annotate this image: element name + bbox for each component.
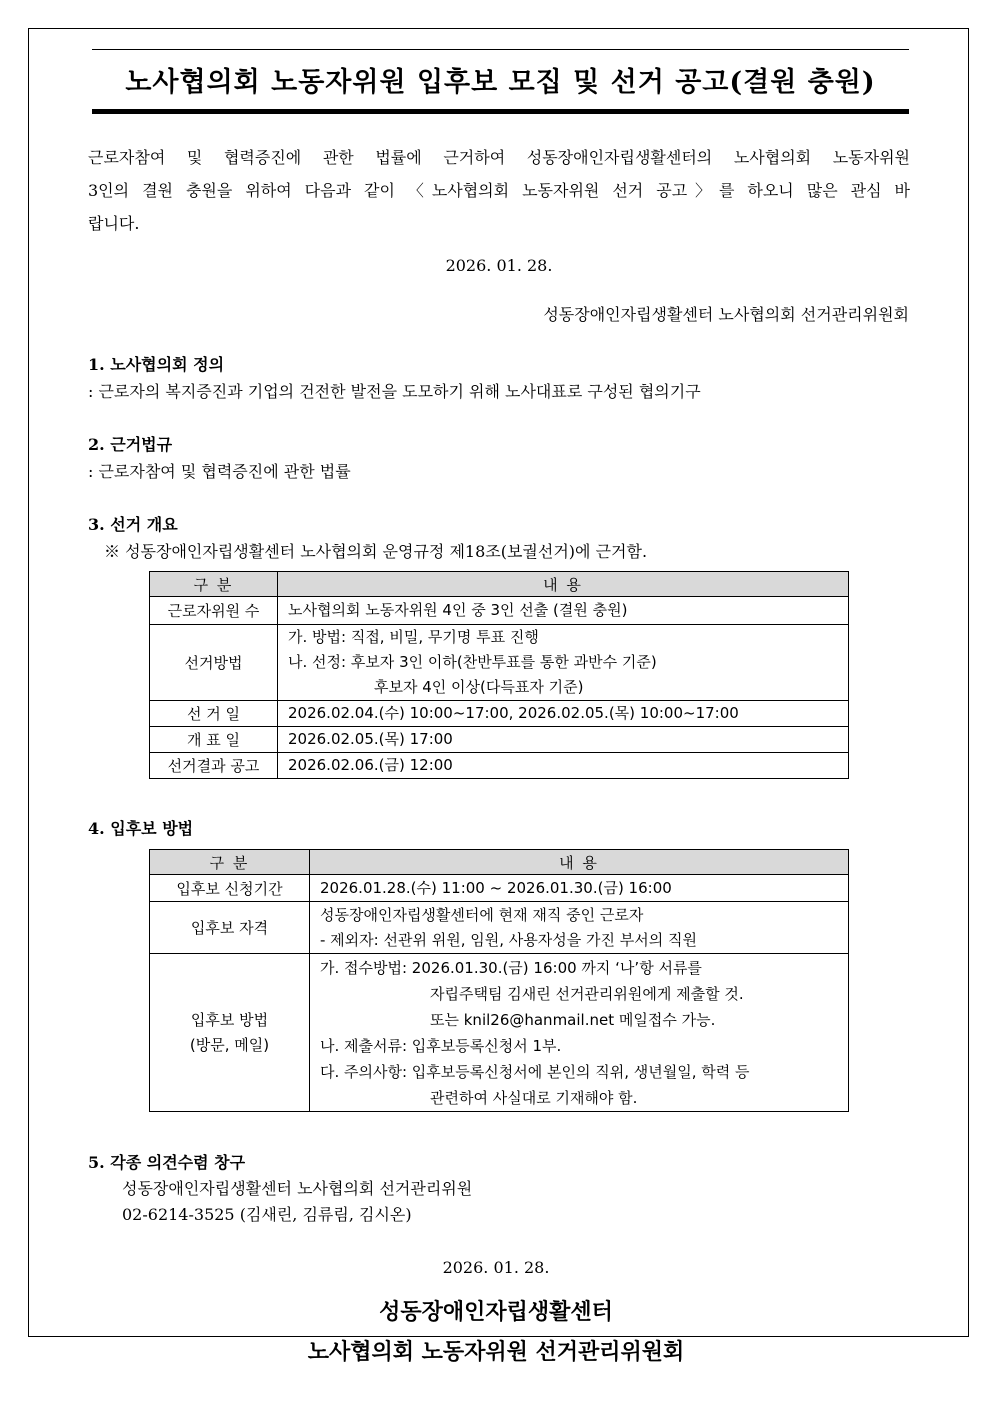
row-value-line: 성동장애인자립생활센터에 현재 재직 중인 근로자 — [320, 905, 644, 924]
intro-line: 랍니다. — [88, 214, 140, 233]
row-value — [310, 902, 849, 954]
row-label: 선거결과 공고 — [150, 753, 278, 779]
contact-phone: 02-6214-3525 (김새린, 김류림, 김시온) — [122, 1205, 412, 1224]
section-2-text: : 근로자참여 및 협력증진에 관한 법률 — [88, 462, 351, 481]
row-value-line: 자립주택팀 김새린 선거관리위원에게 제출할 것. — [430, 984, 744, 1003]
intro-paragraph — [88, 141, 910, 240]
row-value-line: 2026.01.28.(수) 11:00 ~ 2026.01.30.(금) 16:00 — [320, 878, 672, 897]
row-value — [310, 875, 849, 902]
table-row — [150, 625, 849, 701]
table-row — [150, 954, 849, 1112]
section-1-text: : 근로자의 복지증진과 기업의 건전한 발전을 도모하기 위해 노사대표로 구성된 협의기구 — [88, 382, 701, 401]
table-row — [150, 753, 849, 779]
footer-date: 2026. 01. 28. — [442, 1258, 550, 1277]
row-value-line: 노사협의회 노동자위원 4인 중 3인 선출 (결원 충원) — [288, 601, 628, 619]
notice-date: 2026. 01. 28. — [445, 256, 553, 275]
row-label — [150, 954, 310, 1112]
row-value-line: 2026.02.04.(수) 10:00~17:00, 2026.02.05.(목) 10:00~17:00 — [288, 704, 739, 722]
row-value — [278, 753, 849, 779]
section-4-heading: 4. 입후보 방법 — [88, 819, 194, 838]
intro-line: 근로자참여 및 협력증진에 관한 법률에 근거하여 성동장애인자립생활센터의 노사협의회 노동자위원 — [88, 148, 910, 167]
row-label: 선 거 일 — [150, 701, 278, 727]
footer-org-line-1: 성동장애인자립생활센터 — [379, 1299, 613, 1325]
row-value-line: - 제외자: 선관위 위원, 임원, 사용자성을 가진 부서의 직원 — [320, 930, 697, 949]
intro-line: 3인의 결원 충원을 위하여 다음과 같이 〈노사협의회 노동자위원 선거 공고〉를 하오니 많은 관심 바 — [88, 181, 910, 200]
row-value — [278, 701, 849, 727]
row-label: 입후보 신청기간 — [150, 875, 310, 902]
document-title: 노사협의회 노동자위원 입후보 모집 및 선거 공고(결원 충원) — [125, 67, 876, 98]
row-label: 선거방법 — [150, 625, 278, 701]
section-1-heading: 1. 노사협의회 정의 — [88, 355, 225, 374]
contact-org: 성동장애인자립생활센터 노사협의회 선거관리위원 — [122, 1179, 473, 1198]
row-label-line: (방문, 메일) — [189, 1035, 270, 1054]
table-header-row — [150, 572, 849, 597]
section-2-heading: 2. 근거법규 — [88, 435, 173, 454]
issuer-name: 성동장애인자립생활센터 노사협의회 선거관리위원회 — [543, 305, 909, 324]
row-value — [278, 727, 849, 753]
footer-org-line-2: 노사협의회 노동자위원 선거관리위원회 — [307, 1339, 685, 1365]
table-row — [150, 727, 849, 753]
table-row — [150, 902, 849, 954]
table-header-row — [150, 850, 849, 875]
row-value-line: 나. 제출서류: 입후보등록신청서 1부. — [320, 1036, 562, 1055]
row-value-line: 다. 주의사항: 입후보등록신청서에 본인의 직위, 생년월일, 학력 등 — [320, 1062, 750, 1081]
title-top-rule — [92, 49, 909, 50]
section-3-note: ※ 성동장애인자립생활센터 노사협의회 운영규정 제18조(보궐선거)에 근거함. — [104, 542, 648, 561]
table-header-cell: 구 분 — [150, 572, 278, 597]
row-label: 근로자위원 수 — [150, 597, 278, 625]
table-row — [150, 597, 849, 625]
table-header-cell: 구 분 — [150, 850, 310, 875]
row-value-line: 나. 선정: 후보자 3인 이하(찬반투표를 통한 과반수 기준) — [288, 653, 657, 671]
table-header-cell: 내 용 — [278, 572, 849, 597]
row-label: 입후보 자격 — [150, 902, 310, 954]
title-bottom-rule — [92, 109, 909, 114]
row-value-line: 후보자 4인 이상(다득표자 기준) — [374, 678, 584, 696]
row-value — [278, 597, 849, 625]
row-value-line: 2026.02.05.(목) 17:00 — [288, 730, 453, 748]
row-value-line: 가. 방법: 직접, 비밀, 무기명 투표 진행 — [288, 628, 539, 646]
table-row — [150, 875, 849, 902]
section-3-heading: 3. 선거 개요 — [88, 515, 178, 534]
row-label-line: 입후보 방법 — [190, 1010, 269, 1029]
row-value-line: 가. 접수방법: 2026.01.30.(금) 16:00 까지 ‘나’항 서류를 — [320, 958, 702, 977]
candidacy-table — [149, 849, 849, 1112]
row-value-line: 또는 knil26@hanmail.net 메일접수 가능. — [430, 1010, 716, 1029]
row-label: 개 표 일 — [150, 727, 278, 753]
table-row — [150, 701, 849, 727]
section-5-heading: 5. 각종 의견수렴 창구 — [88, 1153, 246, 1172]
row-value-line: 2026.02.06.(금) 12:00 — [288, 756, 453, 774]
row-value-line: 관련하여 사실대로 기재해야 함. — [430, 1088, 638, 1107]
row-value — [310, 954, 849, 1112]
election-overview-table — [149, 571, 849, 779]
table-header-cell: 내 용 — [310, 850, 849, 875]
row-value — [278, 625, 849, 701]
